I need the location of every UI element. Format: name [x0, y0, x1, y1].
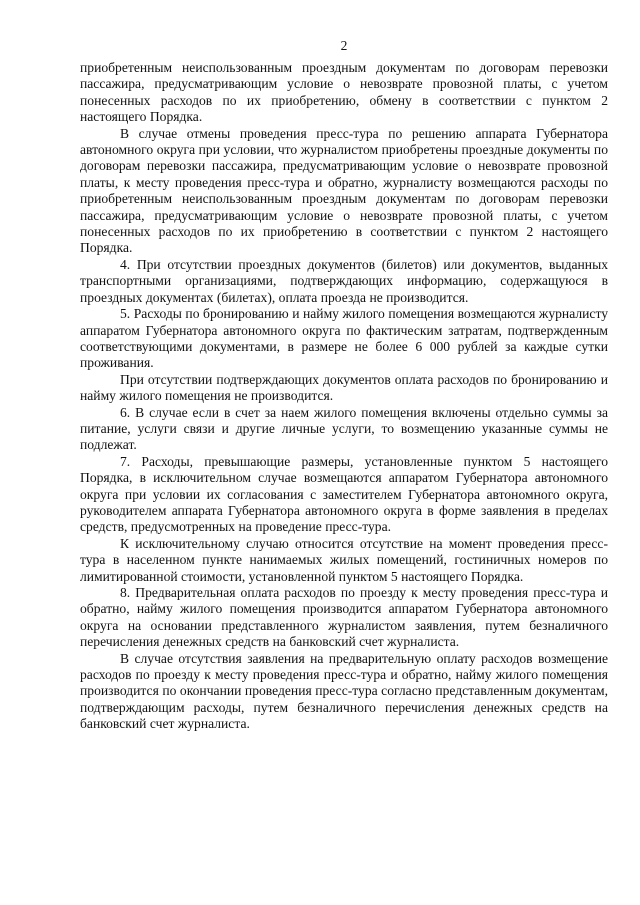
- paragraph-item-7: 7. Расходы, превышающие размеры, установленные пунктом 5 настоящего Порядка, в исключительном случае возмещаются аппаратом Губернатора автономного округа при условии их согласования с заместителем Губернатора автономного округа, руководителем аппарата Губернатора автономного округа в форме заявления в пределах средств, предусмотренных на проведение пресс-тура.: [80, 453, 608, 535]
- paragraph-item-4: 4. При отсутствии проездных документов (билетов) или документов, выданных транспортными организациями, подтверждающих информацию, содержащуюся в проездных документах (билетах), оплата проезда не производится.: [80, 256, 608, 305]
- paragraph-no-application: В случае отсутствия заявления на предварительную оплату расходов возмещение расходов по проезду к месту проведения пресс-тура и обратно, найму жилого помещения производится по окончании проведения пресс-тура согласно представленным документам, подтверждающим расходы, путем безналичного перечисления денежных средств на банковский счет журналиста.: [80, 650, 608, 732]
- paragraph-item-8: 8. Предварительная оплата расходов по проезду к месту проведения пресс-тура и обратно, найму жилого помещения производится аппаратом Губернатора автономного округа на основании представленного журналистом заявления, путем безналичного перечисления денежных средств на банковский счет журналиста.: [80, 585, 608, 650]
- paragraph-continuation: приобретенным неиспользованным проездным документам по договорам перевозки пассажира, предусматривающим условие о невозврате провозной платы, с учетом понесенных расходов по их приобретению, обмену в соответствии с пунктом 2 настоящего Порядка.: [80, 60, 608, 125]
- page-number: 2: [340, 38, 348, 53]
- paragraph-exceptional-case: К исключительному случаю относится отсутствие на момент проведения пресс-тура в населенном пункте нанимаемых жилых помещений, гостиничных номеров по лимитированной стоимости, установленной пунктом 5 настоящего Порядка.: [80, 535, 608, 584]
- paragraph-press-tour-cancellation: В случае отмены проведения пресс-тура по решению аппарата Губернатора автономного округа при условии, что журналистом приобретены проездные документы по договорам перевозки пассажира, предусматривающим условие о невозврате провозной платы, к месту проведения пресс-тура и обратно, журналисту возмещаются расходы по приобретенным неиспользованным проездным документам по договорам перевозки пассажира, предусматривающим условие о невозврате провозной платы, с учетом понесенных расходов по их приобретению в соответствии с пунктом 2 настоящего Порядка.: [80, 125, 608, 256]
- paragraph-item-6: 6. В случае если в счет за наем жилого помещения включены отдельно суммы за питание, услуги связи и другие личные услуги, то возмещению указанные суммы не подлежат.: [80, 404, 608, 453]
- paragraph-no-documents: При отсутствии подтверждающих документов оплата расходов по бронированию и найму жилого помещения не производится.: [80, 371, 608, 404]
- paragraph-item-5: 5. Расходы по бронированию и найму жилого помещения возмещаются журналисту аппаратом Губернатора автономного округа по фактическим затратам, подтвержденным соответствующими документами, в размере не более 6 000 рублей за каждые сутки проживания.: [80, 306, 608, 371]
